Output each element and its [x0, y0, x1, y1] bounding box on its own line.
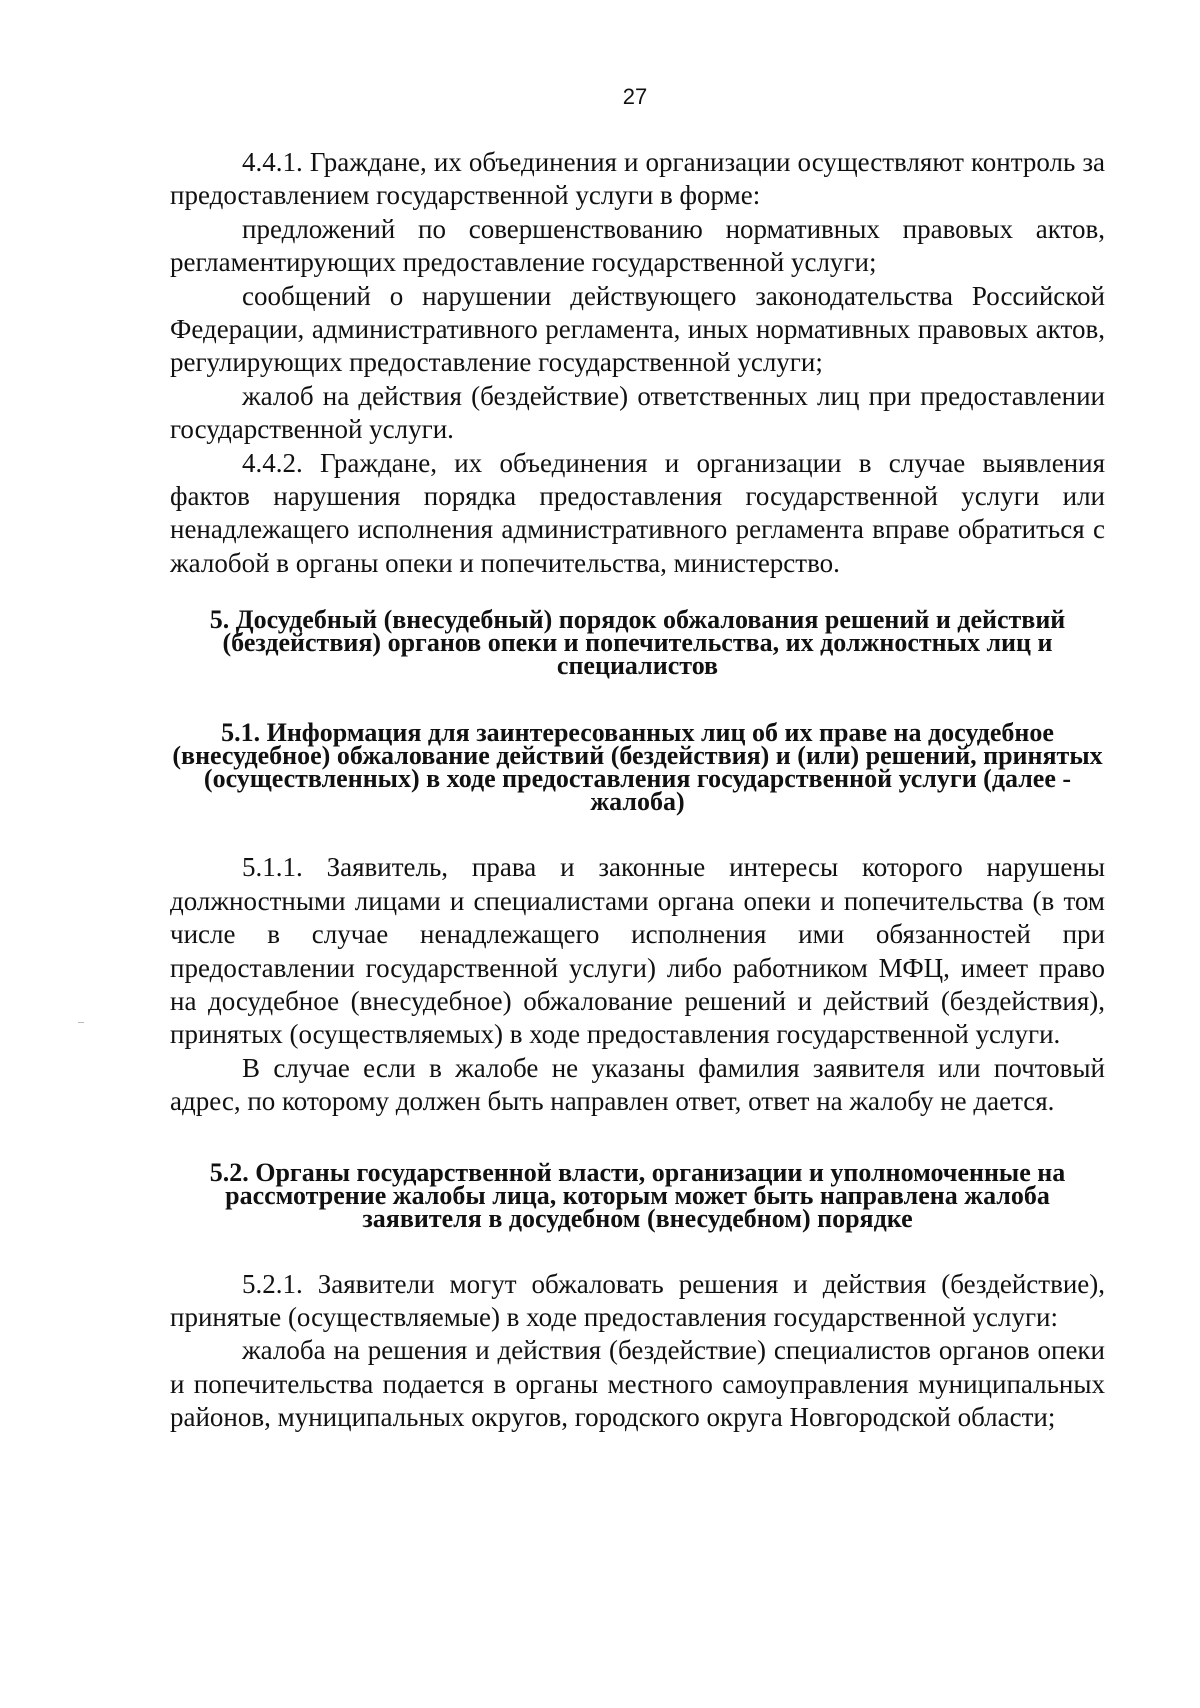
- section-heading-5-2: 5.2. Органы государственной власти, организации и уполномоченные на рассмотрение жалобы лица, которым может быть направлена жалоба заявителя в досудебном (внесудебном) порядке: [209, 1157, 1066, 1233]
- section-heading-5: 5. Досудебный (внесудебный) порядок обжалования решений и действий (бездействия) органов опеки и попечительства, их должностных лиц и специалистов: [209, 605, 1066, 681]
- document-body: [170, 146, 1105, 1435]
- paragraph-5-2-1: 5.2.1. Заявители могут обжаловать решения и действия (бездействие), принятые (осуществляемые) в ходе предоставления государственной услуги:: [170, 1268, 1105, 1332]
- paragraph-5-1-1: 5.1.1. Заявитель, права и законные интересы которого нарушены должностными лицами и специалистами органа опеки и попечительства (в том числе в случае ненадлежащего исполнения ими обязанностей при предоставлении государственной услуги) либо работником МФЦ, имеет право на досудебное (внесудебное) обжалование решений и действий (бездействия), принятых (осуществляемых) в ходе предоставления государственной услуги.: [170, 852, 1105, 1050]
- scan-artifact: [78, 1022, 84, 1023]
- paragraph-complaints: жалоб на действия (бездействие) ответственных лиц при предоставлении государственной услуги.: [170, 380, 1105, 445]
- paragraph-4-4-1: 4.4.1. Граждане, их объединения и организации осуществляют контроль за предоставлением государственной услуги в форме:: [170, 147, 1105, 211]
- page-number: 27: [622, 84, 648, 109]
- paragraph-4-4-2: 4.4.2. Граждане, их объединения и организации в случае выявления фактов нарушения порядка предоставления государственной услуги или ненадлежащего исполнения административного регламента вправе обратиться с жалобой в органы опеки и попечительства, министерство.: [170, 447, 1105, 578]
- paragraph-proposals: предложений по совершенствованию нормативных правовых актов, регламентирующих предоставление государственной услуги;: [170, 213, 1105, 278]
- paragraph-guardianship-complaint: жалоба на решения и действия (бездействие) специалистов органов опеки и попечительства подается в органы местного самоуправления муниципальных районов, муниципальных округов, городского округа Новгородской области;: [170, 1335, 1105, 1433]
- paragraph-no-address: В случае если в жалобе не указаны фамилия заявителя или почтовый адрес, по которому должен быть направлен ответ, ответ на жалобу не дается.: [170, 1052, 1105, 1117]
- paragraph-reports: сообщений о нарушении действующего законодательства Российской Федерации, административного регламента, иных нормативных правовых актов, регулирующих предоставление государственной услуги;: [170, 280, 1105, 378]
- section-heading-5-1: 5.1. Информация для заинтересованных лиц об их праве на досудебное (внесудебное) обжалование действий (бездействия) и (или) решений, принятых (осуществленных) в ходе предоставления государственной услуги (далее - жалоба): [172, 718, 1103, 817]
